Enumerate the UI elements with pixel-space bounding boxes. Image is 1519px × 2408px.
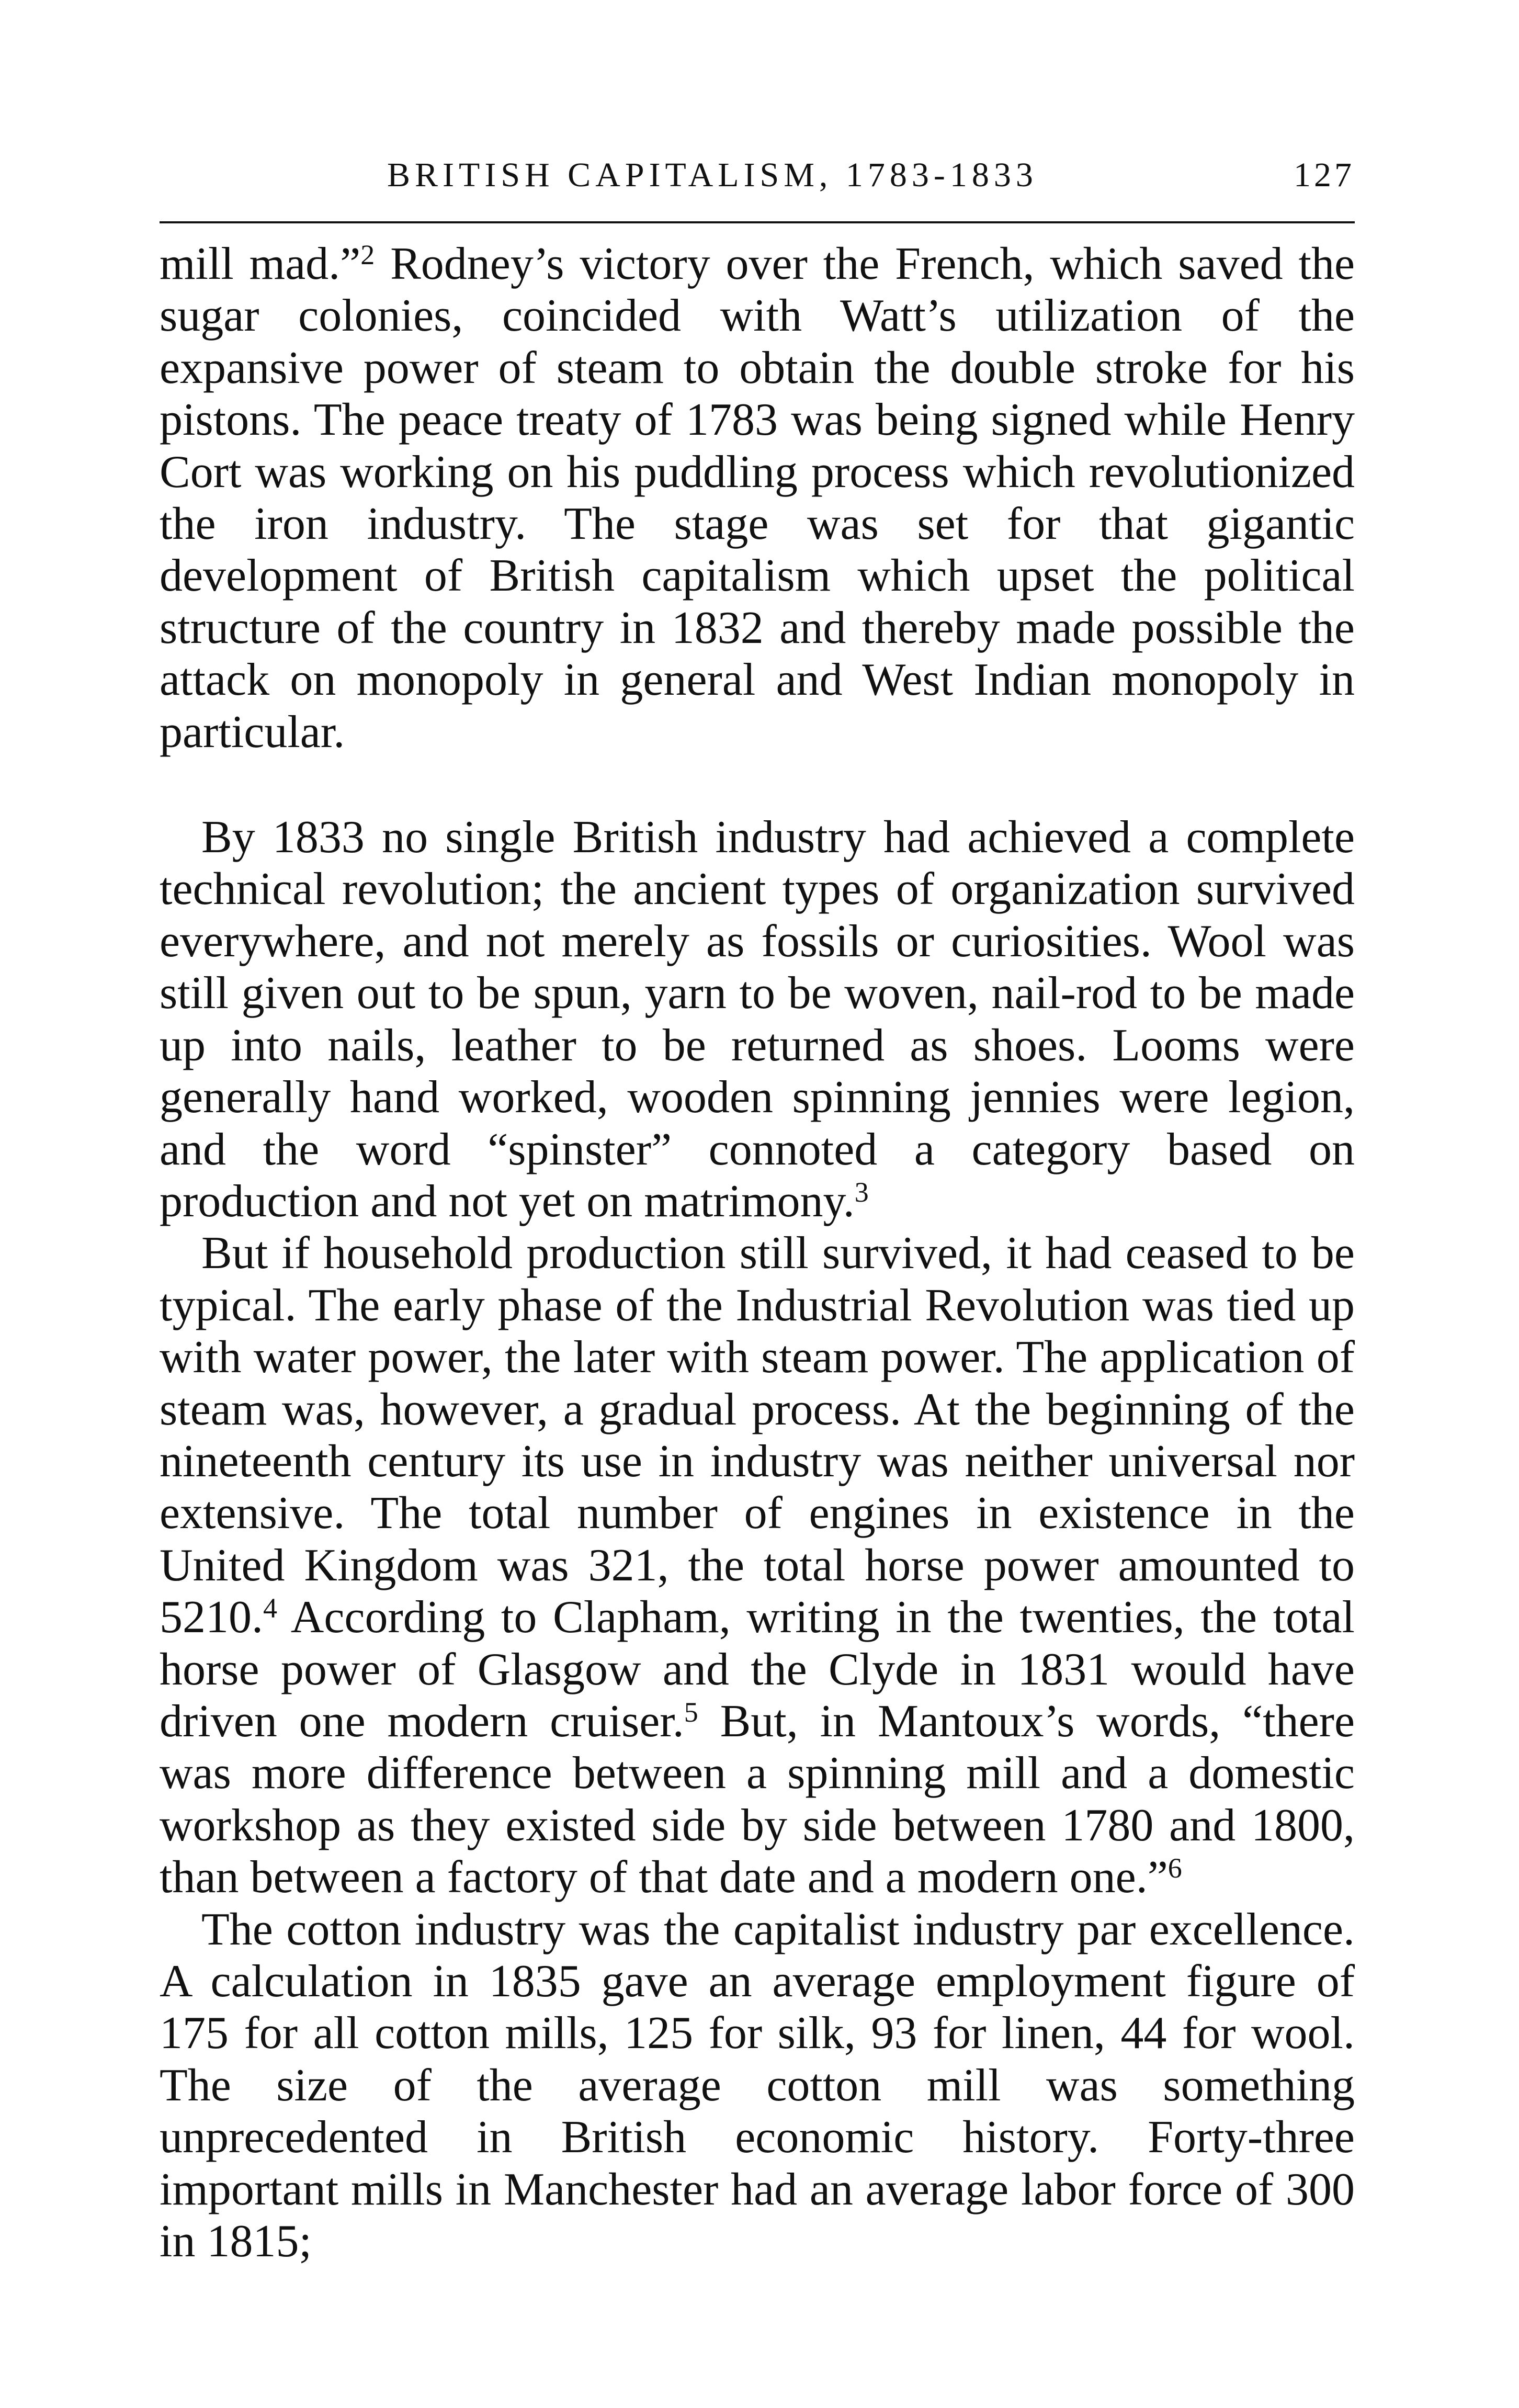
footnote-marker[interactable]: 6 bbox=[1167, 1852, 1182, 1884]
paragraph-4 bbox=[160, 1904, 1355, 2268]
paragraph-1 bbox=[160, 238, 1355, 758]
text-run: By 1833 no single British industry had achieved a complete technical revolution; the ancient types of organization survived everywhere, and not merely as fossils or curiosities. Wool was still given out to be spun, yarn to be woven, nail-rod to be made up into nails, leather to be returned as shoes. Looms were generally hand worked, wooden spinning jennies were legion, and the word “spinster” connoted a category based on production and not yet on matrimony. bbox=[160, 812, 1355, 1227]
body-text bbox=[160, 238, 1355, 2267]
page-number: 127 bbox=[1294, 156, 1355, 194]
text-run: But if household production still survived, it had ceased to be typical. The early phase of the Industrial Revolution was tied up with water power, the later with steam power. The application of steam was, however, a gradual process. At the beginning of the nineteenth century its use in industry was neither universal nor extensive. The total number of engines in existence in the United Kingdom was 321, the total horse power amounted to 5210. bbox=[160, 1228, 1355, 1643]
text-run: The cotton industry was the capitalist industry par excellence. A calculation in 1835 gave an average employment figure of 175 for all cotton mills, 125 for silk, 93 for linen, 44 for wool. The size of the average cotton mill was something unprecedented in British economic history. Forty-three important mills in Manchester had an average labor force of 300 in 1815; bbox=[160, 1904, 1355, 2267]
header-rule bbox=[160, 221, 1355, 223]
footnote-marker[interactable]: 4 bbox=[263, 1592, 277, 1624]
running-head-title: BRITISH CAPITALISM, 1783-1833 bbox=[387, 156, 1038, 194]
text-run: According to Clapham, writing in the twenties, the total horse power of Glasgow and the Clyde in 1831 would have driven one modern cruiser. bbox=[160, 1592, 1355, 1747]
text-run: mill mad.” bbox=[160, 239, 361, 289]
footnote-marker[interactable]: 3 bbox=[854, 1176, 869, 1208]
footnote-marker[interactable]: 2 bbox=[360, 239, 375, 270]
running-head bbox=[387, 146, 1355, 204]
paragraph-3 bbox=[160, 1227, 1355, 1903]
text-run: But, in Mantoux’s words, “there was more difference between a spinning mill and a domestic workshop as they existed side by side between 1780 and 1800, than between a factory of that date and a modern one.” bbox=[160, 1695, 1355, 1903]
footnote-marker[interactable]: 5 bbox=[684, 1696, 698, 1728]
paragraph-2 bbox=[160, 811, 1355, 1227]
text-run: Rodney’s victory over the French, which saved the sugar colonies, coincided with Watt’s utilization of the expansive power of steam to obtain the double stroke for his pistons. The peace treaty of 1783 was being signed while Henry Cort was working on his puddling process which revolutionized the iron industry. The stage was set for that gigantic development of British capitalism which upset the political structure of the country in 1832 and thereby made possible the attack on monopoly in general and West Indian monopoly in particular. bbox=[160, 239, 1355, 758]
